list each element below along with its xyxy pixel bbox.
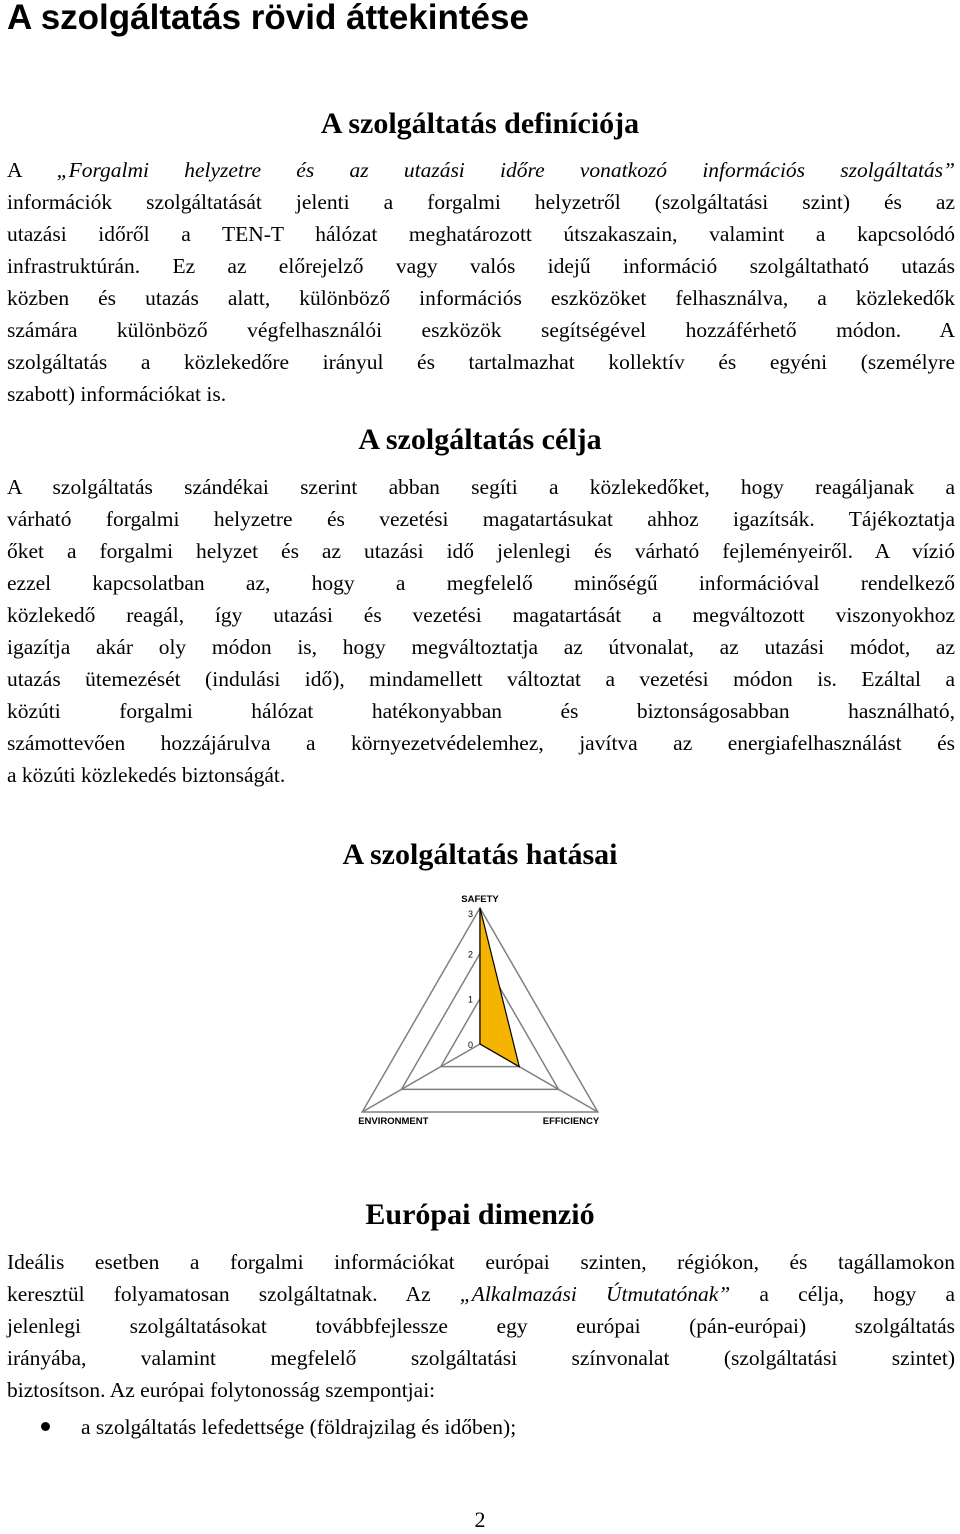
radar-tick-label: 1 bbox=[468, 994, 474, 1005]
text-line: A „Forgalmi helyzetre és az utazási időre vonatkozó információs szolgáltatás” bbox=[7, 158, 955, 182]
radar-tick-label: 2 bbox=[468, 949, 474, 960]
section-heading-european-dimension: Európai dimenzió bbox=[365, 1198, 595, 1231]
radar-axis-label-environment: ENVIRONMENT bbox=[358, 1116, 429, 1127]
paragraph-definition bbox=[7, 154, 955, 410]
paragraph-european-dimension bbox=[7, 1246, 955, 1406]
section-heading-impacts: A szolgáltatás hatásai bbox=[342, 838, 618, 871]
radar-data-area bbox=[480, 908, 519, 1067]
text-line: ezzel kapcsolatban az, hogy a megfelelő minőségű információval rendelkező bbox=[7, 571, 955, 595]
bullet-icon bbox=[41, 1422, 50, 1431]
text-line: információk szolgáltatását jelenti a forgalmi helyzetről (szolgáltatási szint) és az bbox=[7, 190, 955, 214]
radar-chart-svg bbox=[280, 885, 680, 1130]
text-line: utazás ütemezését (indulási idő), mindamellett változtat a vezetési módon is. Ezáltal a bbox=[7, 667, 955, 691]
text-line: várható forgalmi helyzetre és vezetési magatartásukat ahhoz igazítsák. Tájékoztatja bbox=[7, 507, 955, 531]
radar-axis-label-safety: SAFETY bbox=[461, 894, 499, 905]
text-line: őket a forgalmi helyzet és az utazási idő jelenlegi és várható fejleményeiről. A vízió bbox=[7, 539, 955, 563]
paragraph-goal bbox=[7, 471, 955, 791]
text-line: utazási időről a TEN-T hálózat meghatározott útszakaszain, valamint a kapcsolódó bbox=[7, 222, 955, 246]
text-line: a közúti közlekedés biztonságát. bbox=[7, 763, 286, 787]
text-line: számára különböző végfelhasználói eszközök segítségével hozzáférhető módon. A bbox=[7, 318, 955, 342]
page-title: A szolgáltatás rövid áttekintése bbox=[7, 0, 529, 37]
bullet-list-item bbox=[0, 1410, 960, 1444]
text-line: infrastruktúrán. Ez az előrejelző vagy valós idejű információ szolgáltatható utazás bbox=[7, 254, 955, 278]
text-line: irányába, valamint megfelelő szolgáltatási színvonalat (szolgáltatási szintet) bbox=[7, 1346, 955, 1370]
text-line: szabott) információkat is. bbox=[7, 382, 227, 406]
text-line: Ideális esetben a forgalmi információkat európai szinten, régiókon, és tagállamokon bbox=[7, 1250, 955, 1274]
impact-radar-chart bbox=[280, 885, 680, 1130]
text-line: szolgáltatás a közlekedőre irányul és tartalmazhat kollektív és egyéni (személyre bbox=[7, 350, 955, 374]
radar-tick-label: 3 bbox=[468, 909, 474, 919]
text-line: biztosítson. Az európai folytonosság szempontjai: bbox=[7, 1378, 436, 1402]
page-number: 2 bbox=[474, 1507, 486, 1532]
text-line: közúti forgalmi hálózat hatékonyabban és biztonságosabban használható, bbox=[7, 699, 955, 723]
radar-axis-label-efficiency: EFFICIENCY bbox=[542, 1116, 600, 1127]
section-heading-definition: A szolgáltatás definíciója bbox=[320, 107, 640, 140]
text-line: közben és utazás alatt, különböző információs eszközöket felhasználva, a közlekedők bbox=[7, 286, 955, 310]
text-line: jelenlegi szolgáltatásokat továbbfejlessze egy európai (pán-európai) szolgáltatás bbox=[7, 1314, 955, 1338]
section-heading-goal: A szolgáltatás célja bbox=[358, 423, 602, 456]
text-line: A szolgáltatás szándékai szerint abban segíti a közlekedőket, hogy reagáljanak a bbox=[7, 475, 955, 499]
text-line: közlekedő reagál, így utazási és vezetési magatartását a megváltozott viszonyokhoz bbox=[7, 603, 955, 627]
text-line: számottevően hozzájárulva a környezetvédelemhez, javítva az energiafelhasználást és bbox=[7, 731, 955, 755]
bullet-text: a szolgáltatás lefedettsége (földrajzilag és időben); bbox=[81, 1415, 517, 1439]
text-line: keresztül folyamatosan szolgáltatnak. Az „Alkalmazási Útmutatónak” a célja, hogy a bbox=[7, 1282, 955, 1306]
radar-tick-label: 0 bbox=[468, 1040, 474, 1050]
text-line: igazítja akár oly módon is, hogy megváltoztatja az útvonalat, az utazási módot, az bbox=[7, 635, 955, 659]
